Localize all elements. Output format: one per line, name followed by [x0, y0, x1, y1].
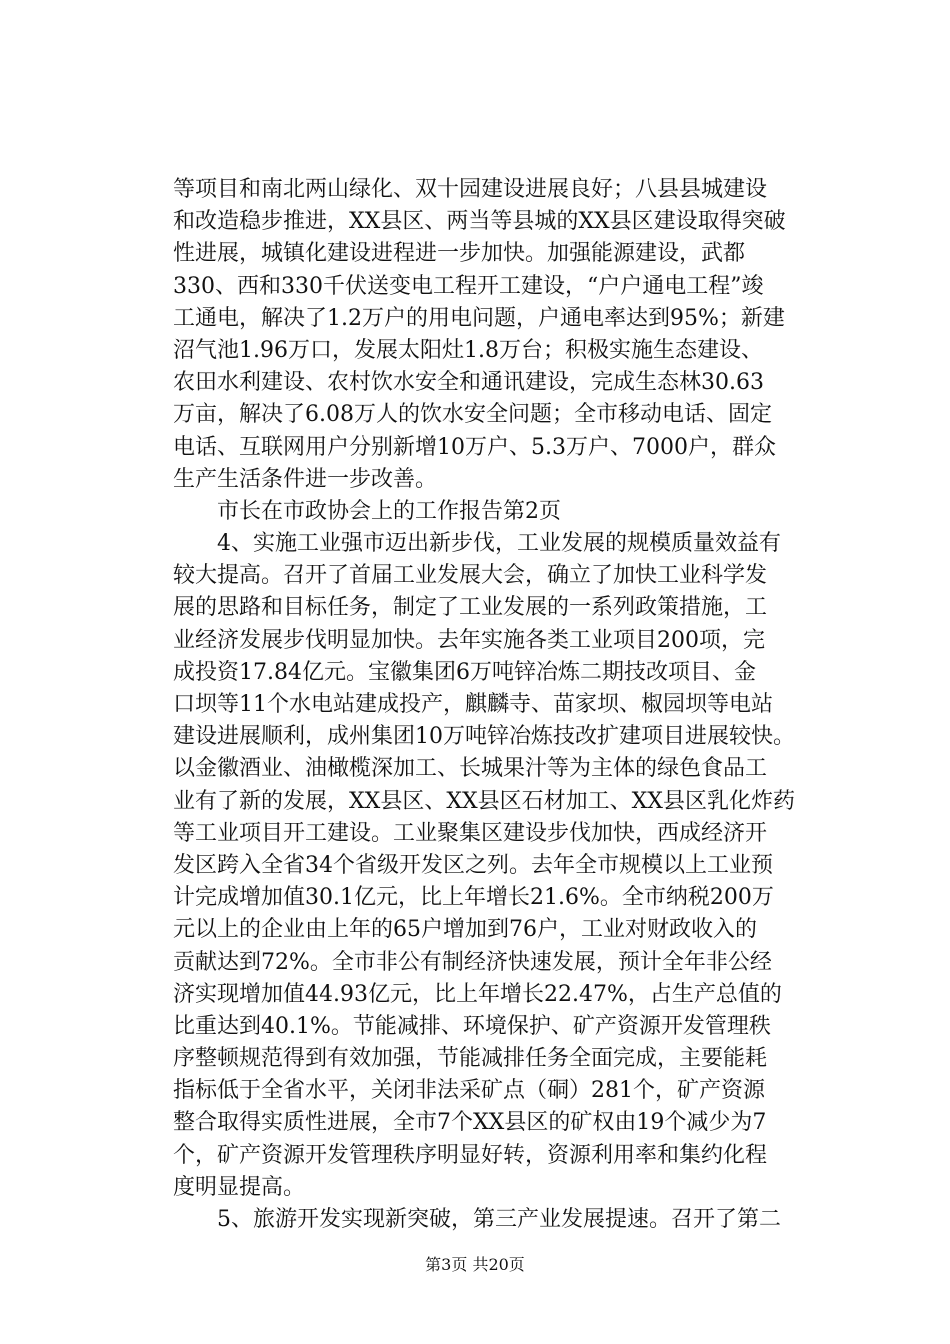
paragraph-start-line: 5、旅游开发实现新突破，第三产业发展提速。召开了第二: [217, 1207, 781, 1232]
text-line: 等项目和南北两山绿化、双十园建设进展良好；八县县城建设: [173, 177, 768, 202]
text-line: 建设进展顺利，成州集团10万吨锌冶炼技改扩建项目进展较快。: [173, 724, 795, 750]
text-line: 330、西和330千伏送变电工程开工建设，“户户通电工程”竣: [173, 273, 764, 299]
text-line: 口坝等11个水电站建成投产，麒麟寺、苗家坝、椒园坝等电站: [173, 692, 773, 717]
text-line: 性进展，城镇化建设进程进一步加快。加强能源建设，武都: [173, 241, 746, 267]
text-line: 万亩，解决了6.08万人的饮水安全问题；全市移动电话、固定: [173, 402, 772, 428]
text-line: 业经济发展步伐明显加快。去年实施各类工业项目200项，完: [173, 627, 765, 653]
text-line: 度明显提高。: [173, 1174, 306, 1200]
text-line: 比重达到40.1%。节能减排、环境保护、矿产资源开发管理秩: [173, 1013, 771, 1039]
page-number-footer: 第3页 共20页: [425, 1255, 525, 1274]
text-line: 农田水利建设、农村饮水安全和通讯建设，完成生态林30.63: [173, 370, 764, 396]
text-line: 元以上的企业由上年的65户增加到76户，工业对财政收入的: [173, 917, 757, 943]
text-line: 电话、互联网用户分别新增10万户、5.3万户、7000户，群众: [173, 434, 776, 460]
text-line: 以金徽酒业、油橄榄深加工、长城果汁等为主体的绿色食品工: [173, 756, 768, 782]
section-heading: 市长在市政协会上的工作报告第2页: [217, 498, 561, 524]
text-line: 个，矿产资源开发管理秩序明显好转，资源利用率和集约化程: [173, 1142, 768, 1168]
text-line: 较大提高。召开了首届工业发展大会，确立了加快工业科学发: [173, 563, 768, 589]
text-line: 生产生活条件进一步改善。: [173, 466, 438, 492]
document-body: [173, 174, 793, 1236]
text-line: 发区跨入全省34个省级开发区之列。去年全市规模以上工业预: [173, 852, 773, 878]
text-line: 业有了新的发展，XX县区、XX县区石材加工、XX县区乳化炸药: [173, 788, 795, 814]
text-line: 整合取得实质性进展，全市7个XX县区的矿权由19个减少为7: [173, 1110, 767, 1136]
text-line: 指标低于全省水平，关闭非法采矿点（硐）281个，矿产资源: [173, 1078, 765, 1104]
text-line: 济实现增加值44.93亿元，比上年增长22.47%，占生产总值的: [173, 981, 782, 1007]
text-line: 等工业项目开工建设。工业聚集区建设步伐加快，西成经济开: [173, 820, 768, 846]
paragraph-start-line: 4、实施工业强市迈出新步伐，工业发展的规模质量效益有: [217, 531, 781, 557]
text-line: 展的思路和目标任务，制定了工业发展的一系列政策措施，工: [173, 595, 768, 621]
text-line: 成投资17.84亿元。宝徽集团6万吨锌冶炼二期技改项目、金: [173, 659, 756, 685]
text-line: 计完成增加值30.1亿元，比上年增长21.6%。全市纳税200万: [173, 885, 774, 911]
text-line: 贡献达到72%。全市非公有制经济快速发展，预计全年非公经: [173, 949, 772, 975]
text-line: 序整顿规范得到有效加强，节能减排任务全面完成，主要能耗: [173, 1046, 768, 1072]
text-line: 工通电，解决了1.2万户的用电问题，户通电率达到95%；新建: [173, 305, 785, 331]
text-line: 和改造稳步推进，XX县区、两当等县城的XX县区建设取得突破: [173, 209, 786, 235]
text-line: 沼气池1.96万口，发展太阳灶1.8万台；积极实施生态建设、: [173, 337, 763, 363]
